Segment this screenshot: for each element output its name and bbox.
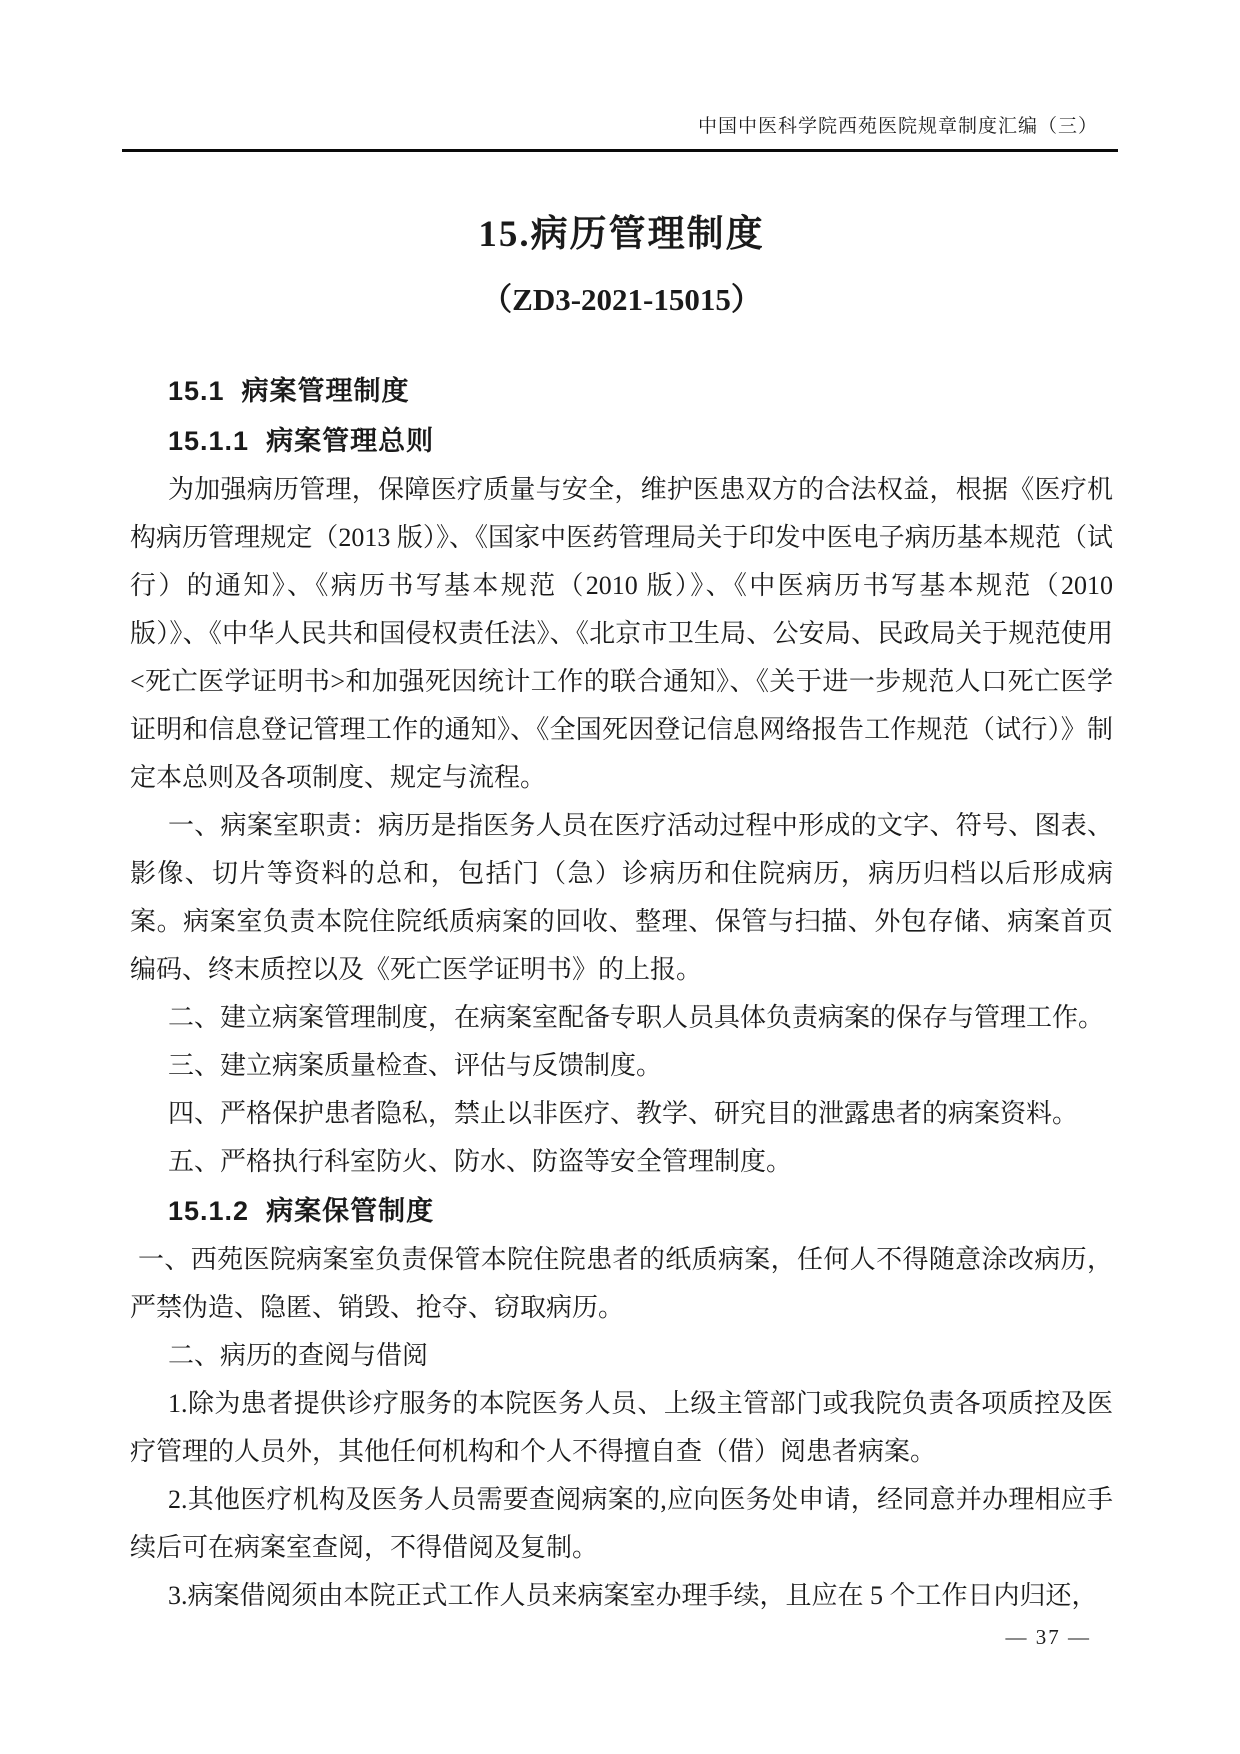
body-paragraph: 五、严格执行科室防火、防水、防盗等安全管理制度。 xyxy=(168,1147,793,1176)
page-footer xyxy=(130,1622,1113,1652)
section-heading: 15.1.2 病案保管制度 xyxy=(168,1196,435,1226)
body-paragraph: 为加强病历管理，保障医疗质量与安全，维护医患双方的合法权益，根据《医疗机构病历管理规定（2013 版）》、《国家中医药管理局关于印发中医电子病历基本规范（试行）的通知》、《病历书写基本规范（2010 版）》、《中医病历书写基本规范（2010 版）》、《中华人民共和国侵权责任法》、《北京市卫生局、公安局、民政局关于规范使用<死亡医学证明书>和加强死因统计工作的联合通知》、《关于进一步规范人口死亡医学证明和信息登记管理工作的通知》、《全国死因登记信息网络报告工作规范（试行）》制定本总则及各项制度、规定与流程。 xyxy=(130,475,1113,792)
document-body xyxy=(130,366,1113,1620)
page-number: — 37 — xyxy=(1005,1625,1091,1649)
page-header xyxy=(122,112,1118,142)
body-paragraph: 四、严格保护患者隐私，禁止以非医疗、教学、研究目的泄露患者的病案资料。 xyxy=(168,1099,1079,1128)
body-paragraph: 1.除为患者提供诊疗服务的本院医务人员、上级主管部门或我院负责各项质控及医疗管理的人员外，其他任何机构和个人不得擅自查（借）阅患者病案。 xyxy=(130,1389,1113,1466)
document-code: （ZD3-2021-15015） xyxy=(481,282,762,317)
body-paragraph: 2.其他医疗机构及医务人员需要查阅病案的,应向医务处申请，经同意并办理相应手续后可在病案室查阅，不得借阅及复制。 xyxy=(130,1485,1113,1562)
body-paragraph: 一、病案室职责：病历是指医务人员在医疗活动过程中形成的文字、符号、图表、影像、切片等资料的总和，包括门（急）诊病历和住院病历，病历归档以后形成病案。病案室负责本院住院纸质病案的回收、整理、保管与扫描、外包存储、病案首页编码、终末质控以及《死亡医学证明书》的上报。 xyxy=(130,811,1113,984)
body-paragraph: 3.病案借阅须由本院正式工作人员来病案室办理手续，且应在 5 个工作日内归还， xyxy=(168,1581,1098,1610)
body-paragraph: 二、建立病案管理制度，在病案室配备专职人员具体负责病案的保存与管理工作。 xyxy=(168,1003,1105,1032)
section-heading: 15.1.1 病案管理总则 xyxy=(168,426,435,456)
document-title: 15.病历管理制度 xyxy=(478,214,765,255)
body-paragraph: 三、建立病案质量检查、评估与反馈制度。 xyxy=(168,1051,663,1080)
body-paragraph: 二、病历的查阅与借阅 xyxy=(168,1341,429,1370)
section-heading: 15.1 病案管理制度 xyxy=(168,376,410,406)
body-paragraph: 一、西苑医院病案室负责保管本院住院患者的纸质病案，任何人不得随意涂改病历，严禁伪造、隐匿、销毁、抢夺、窃取病历。 xyxy=(130,1245,1113,1322)
header-rule xyxy=(122,149,1118,152)
header-text: 中国中医科学院西苑医院规章制度汇编（三） xyxy=(697,116,1098,137)
